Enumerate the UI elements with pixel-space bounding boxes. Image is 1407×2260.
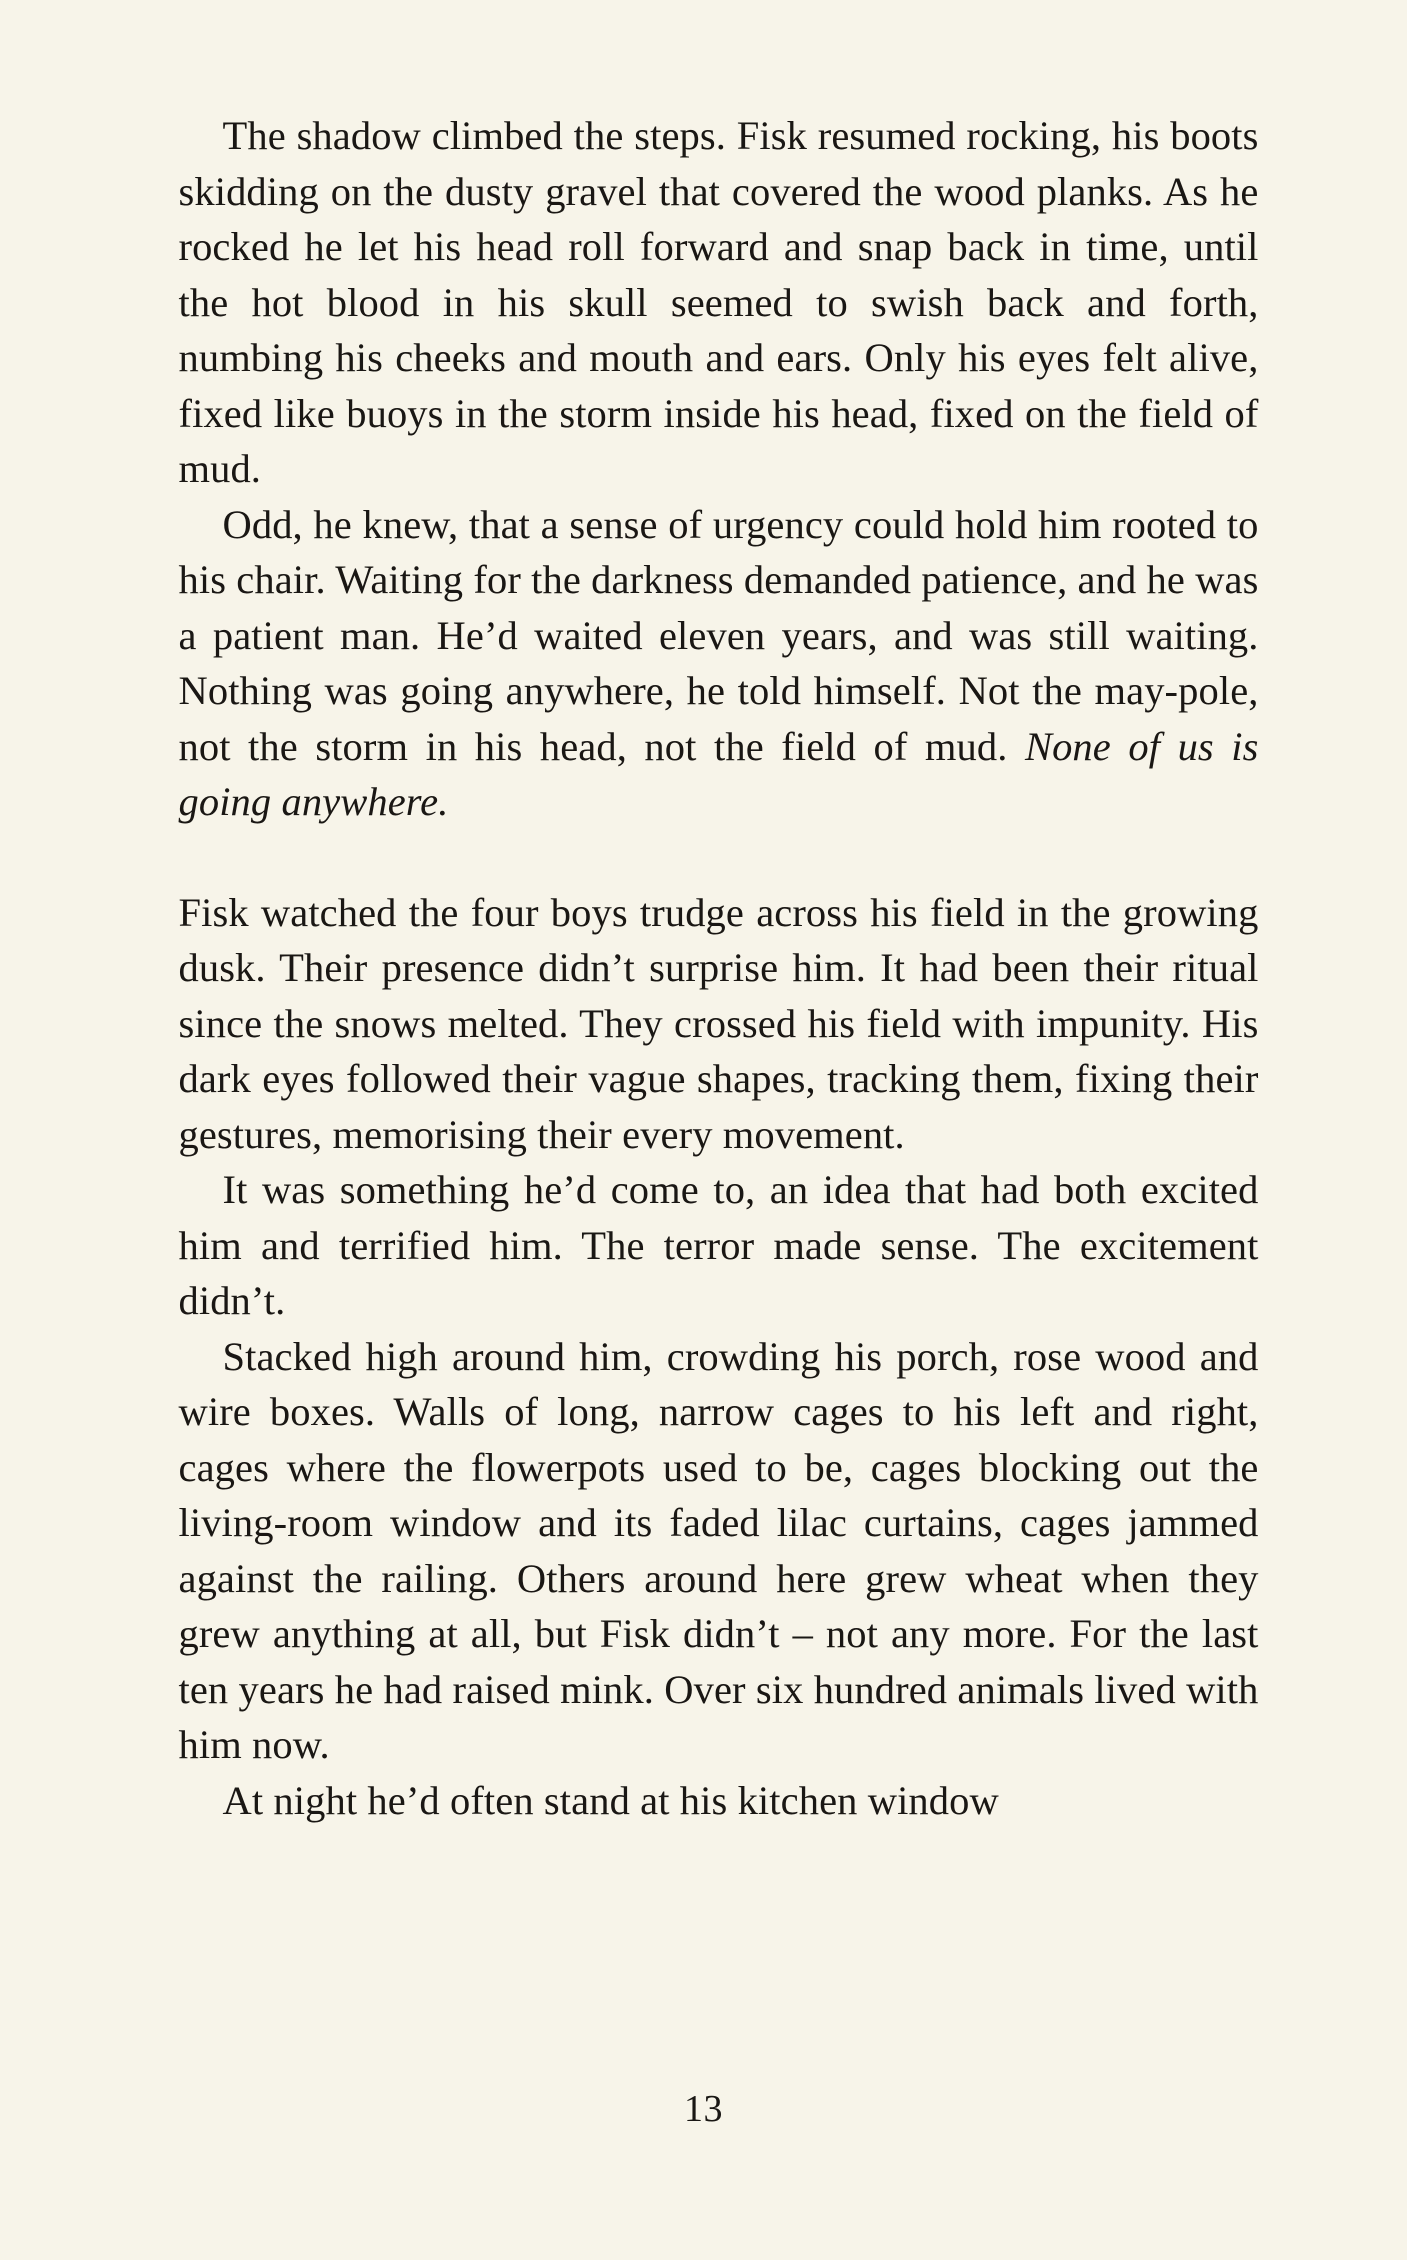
text-column xyxy=(179,108,1259,1828)
paragraph-4: It was something he’d come to, an idea that had both excited him and terrified him. The terror made sense. The excitement didn’t. xyxy=(178,1167,1259,1323)
page-number: 13 xyxy=(684,2088,723,2130)
paragraph-2-body: Odd, he knew, that a sense of urgency could hold him rooted to his chair. Waiting for the darkness demanded patience, and he was a patient man. He’d waited eleven years, and was still waiting. Nothing was going anywhere, he told himself. Not the may-pole, not the storm in his head, not the field of mud. xyxy=(178,501,1259,769)
paragraph-2-italic-line: None of us is going anywhere. xyxy=(178,723,1259,824)
section-break xyxy=(179,830,1259,885)
paragraph-6: At night he’d often stand at his kitchen window xyxy=(222,1777,999,1823)
paragraph-2 xyxy=(179,497,1259,830)
paragraph-1: The shadow climbed the steps. Fisk resumed rocking, his boots skidding on the dusty gravel that covered the wood planks. As he rocked he let his head roll forward and snap back in time, until the hot blood in his skull seemed to swish back and forth, numbing his cheeks and mouth and ears. Only his eyes felt alive, fixed like buoys in the storm inside his head, fixed on the field of mud. xyxy=(178,113,1259,491)
paragraph-5: Stacked high around him, crowding his porch, rose wood and wire boxes. Walls of long, narrow cages to his left and right, cages where the flowerpots used to be, cages blocking out the living-room window and its faded lilac curtains, cages jammed against the railing. Others around here grew wheat when they grew anything at all, but Fisk didn’t – not any more. For the last ten years he had raised mink. Over six hundred animals lived with him now. xyxy=(178,1333,1259,1767)
paragraph-3: Fisk watched the four boys trudge across his field in the growing dusk. Their presence didn’t surprise him. It had been their ritual since the snows melted. They crossed his field with impunity. His dark eyes followed their vague shapes, tracking them, fixing their gestures, memorising their every movement. xyxy=(178,889,1259,1157)
